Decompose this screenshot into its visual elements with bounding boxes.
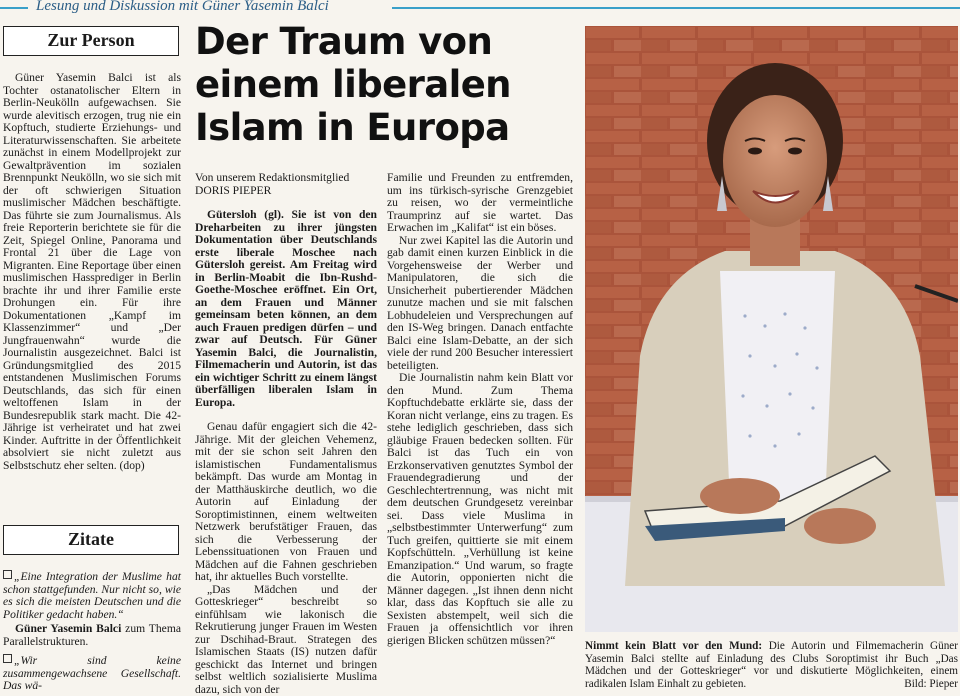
kicker-bar xyxy=(0,0,960,14)
person-box-title: Zur Person xyxy=(3,26,179,56)
quote-1-text: „Eine Integration der Muslime hat schon stattgefunden. Nur nicht so, wie es sich die meisten Deutschen und die Politiker gedacht haben.“ xyxy=(3,570,181,621)
kicker-rule-left xyxy=(0,7,28,9)
article-col3-para-3: Die Journalistin nahm kein Blatt vor den Mund. Zum Thema Kopftuchdebatte erklärte sie, dass der Koran nicht verlange, eins zu tragen. Es stehe lediglich geschrieben, dass sich gläubige Frauen bedecken sollten. Für Balci ist das Tuch ein von Erzkonservativen genutztes Symbol der Frauendegradierung und der Geschlechtertrennung, was nicht mit dem deutschen Grundgesetz vereinbar sei. Dass viele Muslima in „selbstbestimmter Unterwerfung“ zum Tuch greifen, quittierte sie mit einem Kopfschütteln. „Verhüllung ist keine Emanzipation.“ Und warum, so fragte die Autorin, opponierten nicht die Männer dagegen. „Ist ihnen denn nicht klar, dass das Kopftuch sie alle zu Sexisten abstempelt, weil sich die Frauen ja offensichtlich vor ihren gierigen Blicken schützen müssen?“ xyxy=(387,372,573,647)
article-para-2: „Das Mädchen und der Gotteskrieger“ beschreibt so einfühlsam wie lakonisch die Rekrutierung junger Frauen im Westen zur Dschihad-Braut. Strategen des Islamischen Staats (IS) nutzen dafür geschickt das Internet und bringen selbst weltlich sozialisierte Muslima dazu, sich von der xyxy=(195,584,377,696)
quotes-section xyxy=(3,570,181,693)
article-column-3 xyxy=(387,172,573,647)
article-para-1: Genau dafür engagiert sich die 42-Jährige. Mit der gleichen Vehemenz, mit der sie schon seit Jahren den islamistischen Fundamentalismus bekämpft. Das wurde am Montag in der Matthäuskirche deutlich, wo die Autorin auf Einladung der Soroptimistinnen, einem weltweiten Netzwerk berufstätiger Frauen, das sich die Verbesserung der Lebenssituationen von Frauen und Mädchen auf die Fahnen geschrieben hat, ihr aktuelles Buch vorstellte. xyxy=(195,421,377,584)
caption-lead: Nimmt kein Blatt vor den Mund: xyxy=(585,640,762,652)
headline: Der Traum von einem liberalen Islam in Europa xyxy=(195,20,575,149)
kicker-rule-right xyxy=(392,7,960,9)
quotes-box-title: Zitate xyxy=(3,525,179,555)
person-bio xyxy=(3,72,181,472)
byline-author: DORIS PIEPER xyxy=(195,185,377,198)
quote-1-attribution xyxy=(3,623,181,648)
photo-credit: Bild: Pieper xyxy=(904,678,958,691)
quote-1-context: zum Thema Parallelstrukturen. xyxy=(3,622,181,648)
quote-1 xyxy=(3,570,181,621)
article-lead: Gütersloh (gl). Sie ist von den Dreharbeiten zu ihrer jüngsten Dokumentation über Deutschlands erste liberale Moschee nach Gütersloh gereist. Am Freitag wird in Berlin-Moabit die Ibn-Rushd-Goethe-Moschee eröffnet. Ein Ort, an dem Frauen und Männer gemeinsam beten können, an dem auch Frauen predigen dürfen – und zwar auf Deutsch. Für Güner Yasemin Balci, die Journalistin, Filmemacherin und Autorin, ist das ein wichtiger Schritt zu einem längst überfälligen liberalen Islam in Europa. xyxy=(195,209,377,409)
photo-illustration xyxy=(585,26,958,632)
byline-label: Von unserem Redaktionsmitglied xyxy=(195,172,377,185)
caption-text: Die Autorin und Filmemacherin Güner Yasemin Balci stellte auf Einladung des Clubs Soroptimist ihr Buch „Das Mädchen und der Gotteskrieger“ vor und diskutierte Möglichkeiten, einem radikalen Islam Einhalt zu gebieten. xyxy=(585,640,958,690)
article-photo xyxy=(585,26,958,632)
quote-square-icon xyxy=(3,654,12,663)
photo-caption xyxy=(585,640,958,690)
article-col3-para-1: Familie und Freunden zu entfremden, um ins türkisch-syrische Grenzgebiet zu reisen, wo der vermeintliche Traumprinz auf sie wartet. Das Erwachen im „Kalifat“ ist ein böses. xyxy=(387,172,573,235)
quote-2 xyxy=(3,654,181,693)
quote-2-text: „Wir sind keine zusammengewachsene Gesellschaft. Das wä- xyxy=(3,654,181,692)
quote-square-icon xyxy=(3,570,12,579)
quote-1-author: Güner Yasemin Balci xyxy=(15,622,121,635)
article-column-2 xyxy=(195,172,377,696)
person-bio-text: Güner Yasemin Balci ist als Tochter ostanatolischer Eltern in Berlin-Neukölln aufgewachsen. Sie wurde alevitisch erzogen, trug nie ein Kopftuch, studierte Erziehungs- und Literaturwissenschaften. Sie arbeitete zunächst in einem Modellprojekt zur Gewaltprävention im sozialen Brennpunkt Neukölln, wo sie sich mit der oft schwierigen Situation muslimischer Mädchen beschäftigte. Das führte sie zum Journalismus. Als freie Reporterin berichtete sie für die Zeit, Spiegel Online, Panorama und Frontal 21 über die Lage von Migranten. Eine Reportage über einen muslimischen Hassprediger in Berlin brachte ihr und ihrer Familie erste Drohungen ein. Für ihre Dokumentationen „Kampf im Klassenzimmer“ und „Der Jungfrauenwahn“ wurde die Journalistin ausgezeichnet. Balci ist Gründungsmitglied des 2015 entstandenen Muslimischen Forums Deutschlands, das sich für einen weltoffenen Islam in der Bundesrepublik stark macht. Die 42-Jährige ist verheiratet und hat zwei Kinder. Auftritte in der Öffentlichkeit absolviert sie nicht zuletzt aus Selbstschutz eher selten. (dop) xyxy=(3,72,181,472)
article-col3-para-2: Nur zwei Kapitel las die Autorin und gab damit einen kurzen Einblick in die Vorgehensweise der Werber und Manipulatoren, die sich die Unsicherheit pubertierender Mädchen zunutze machen und sie mit falschen Lobhudeleien und Versprechungen auf den IS-Weg bringen. Danach entfachte Balci eine Islam-Debatte, an der sich viele der rund 200 Besucher interessiert beteiligten. xyxy=(387,235,573,373)
kicker-text: Lesung und Diskussion mit Güner Yasemin Balci xyxy=(36,0,329,15)
